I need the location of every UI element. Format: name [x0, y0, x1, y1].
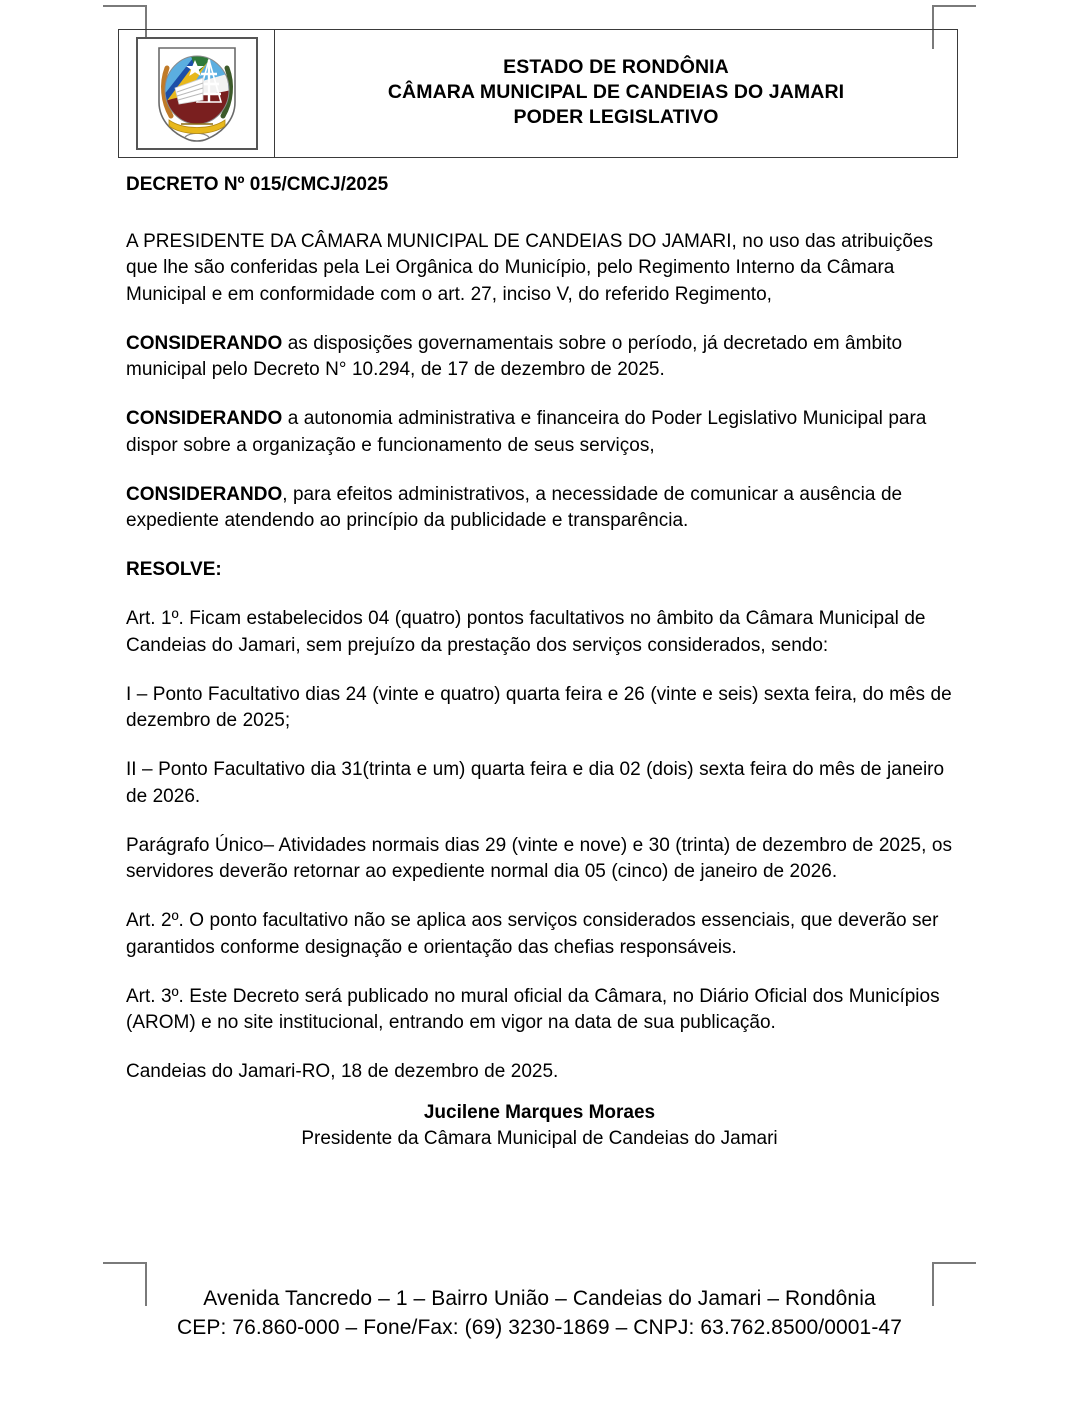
article-item-i: I – Ponto Facultativo dias 24 (vinte e quatro) quarta feira e 26 (vinte e seis) sexta feira, do mês de dezembro de 2025;	[126, 683, 952, 731]
footer-contact: CEP: 76.860-000 – Fone/Fax: (69) 3230-1869 – CNPJ: 63.762.8500/0001-47	[177, 1316, 902, 1339]
article-2: Art. 2º. O ponto facultativo não se aplica aos serviços considerados essenciais, que deverão ser garantidos conforme designação e orientação das chefias responsáveis.	[126, 910, 939, 958]
signature-block	[0, 1100, 1079, 1152]
considerando-text-2: a autonomia administrativa e financeira do Poder Legislativo Municipal para dispor sobre a organização e funcionamento de seus serviços,	[126, 408, 927, 456]
document-body	[126, 172, 960, 1086]
paragrafo-unico: Parágrafo Único– Atividades normais dias 29 (vinte e nove) e 30 (trinta) de dezembro de 2025, os servidores deverão retornar ao expediente normal dia 05 (cinco) de janeiro de 2026.	[126, 834, 952, 882]
considerando-label-3: CONSIDERANDO	[126, 483, 283, 505]
signatory-role: Presidente da Câmara Municipal de Candeias do Jamari	[301, 1128, 778, 1149]
considerando-text-3: , para efeitos administrativos, a necessidade de comunicar a ausência de expediente atendendo ao princípio da publicidade e transparência.	[126, 483, 903, 531]
considerando-paragraph-1	[126, 331, 960, 384]
considerando-label-1: CONSIDERANDO	[126, 332, 283, 354]
header-line-branch: PODER LEGISLATIVO	[513, 106, 719, 128]
header-title-cell	[275, 30, 957, 157]
header-logo-cell	[119, 30, 275, 157]
preamble-paragraph	[126, 229, 960, 309]
article-3: Art. 3º. Este Decreto será publicado no mural oficial da Câmara, no Diário Oficial dos Municípios (AROM) e no site institucional, entrando em vigor na data de sua publicação.	[126, 985, 940, 1033]
article-item-ii: II – Ponto Facultativo dia 31(trinta e um) quarta feira e dia 02 (dois) sexta feira do mês de janeiro de 2026.	[126, 759, 945, 807]
resolve-heading: RESOLVE:	[126, 559, 222, 580]
preamble-lead: A PRESIDENTE DA CÂMARA MUNICIPAL DE CANDEIAS DO JAMARI,	[126, 230, 737, 252]
coat-of-arms-icon	[136, 37, 258, 150]
considerando-label-2: CONSIDERANDO	[126, 408, 283, 429]
considerando-paragraph-3	[126, 482, 960, 535]
document-header-table	[118, 29, 958, 158]
header-line-chamber: CÂMARA MUNICIPAL DE CANDEIAS DO JAMARI	[387, 81, 845, 103]
preamble-rest: no uso das atribuições que lhe são conferidas pela Lei Orgânica do Município, pelo Regimento Interno da Câmara Municipal e em conformidade com o art. 27, inciso V, do referido Regimento,	[126, 230, 933, 305]
decree-title: DECRETO Nº 015/CMCJ/2025	[126, 174, 389, 195]
footer-address: Avenida Tancredo – 1 – Bairro União – Candeias do Jamari – Rondônia	[203, 1287, 876, 1310]
place-and-date: Candeias do Jamari-RO, 18 de dezembro de 2025.	[126, 1061, 559, 1082]
page-footer	[0, 1284, 1079, 1342]
header-line-state: ESTADO DE RONDÔNIA	[503, 56, 729, 78]
article-1: Art. 1º. Ficam estabelecidos 04 (quatro) pontos facultativos no âmbito da Câmara Municipal de Candeias do Jamari, sem prejuízo da prestação dos serviços considerados, sendo:	[126, 608, 926, 656]
considerando-text-1: as disposições governamentais sobre o período, já decretado em âmbito municipal pelo Decreto N° 10.294, de 17 de dezembro de 2025.	[126, 332, 903, 380]
considerando-paragraph-2	[126, 406, 960, 459]
signatory-name: Jucilene Marques Moraes	[423, 1102, 656, 1123]
